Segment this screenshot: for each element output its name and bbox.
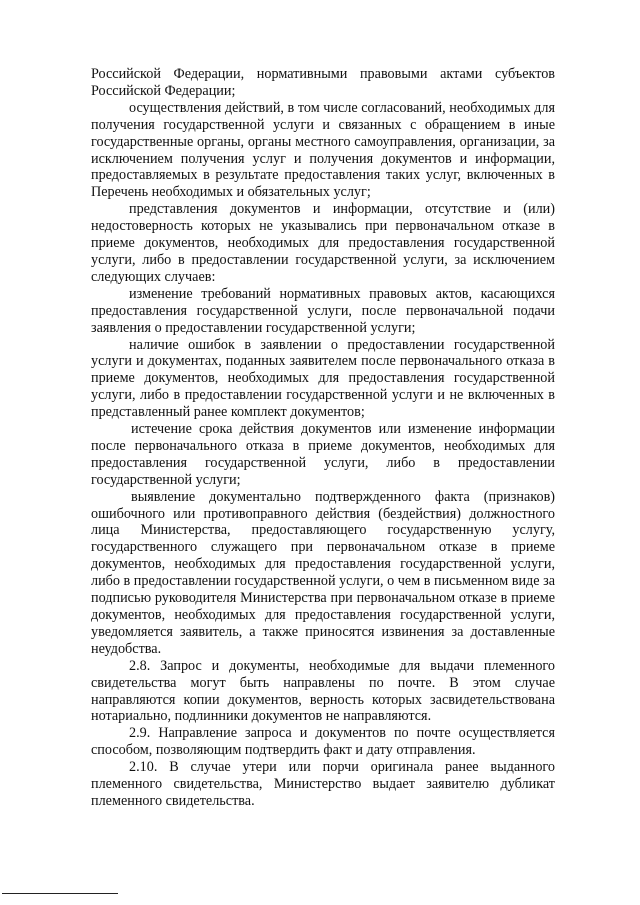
footer-divider bbox=[2, 893, 118, 894]
paragraph-requirements-change: изменение требований нормативных правовых актов, касающихся предоставления государственной услуги, после первоначальной подачи заявления о предоставлении государственной услуги; bbox=[91, 285, 555, 336]
paragraph-section-2-9: 2.9. Направление запроса и документов по почте осуществляется способом, позволяющим подтвердить факт и дату отправления. bbox=[91, 725, 555, 759]
document-body bbox=[91, 66, 555, 810]
paragraph-continuation: Российской Федерации, нормативными правовыми актами субъектов Российской Федерации; bbox=[91, 66, 555, 99]
paragraph-documents-information: представления документов и информации, отсутствие и (или) недостоверность которых не указывались при первоначальном отказе в приеме документов, необходимых для предоставления государственной услуги, либо в предоставлении государственной услуги, за исключением следующих случаев: bbox=[91, 201, 555, 285]
paragraph-application-errors: наличие ошибок в заявлении о предоставлении государственной услуги и документах, поданных заявителем после первоначального отказа в приеме документов, необходимых для предоставления государственной услуги, либо в предоставлении государственной услуги и не включенных в представленный ранее комплект документов; bbox=[91, 336, 555, 421]
paragraph-validity-expiry: истечение срока действия документов или изменение информации после первоначального отказа в приеме документов, необходимых для предоставления государственной услуги, либо в предоставлении государственной услуги; bbox=[91, 421, 555, 488]
paragraph-actions: осуществления действий, в том числе согласований, необходимых для получения государственной услуги и связанных с обращением в иные государственные органы, органы местного самоуправления, организации, за исключением получения услуг и получения документов и информации, предоставляемых в результате предоставления таких услуг, включенных в Перечень необходимых и обязательных услуг; bbox=[91, 99, 555, 201]
paragraph-section-2-8: 2.8. Запрос и документы, необходимые для выдачи племенного свидетельства могут быть направлены по почте. В этом случае направляются копии документов, верность которых засвидетельствована нотариально, подлинники документов не направляются. bbox=[91, 657, 555, 725]
paragraph-section-2-10: 2.10. В случае утери или порчи оригинала ранее выданного племенного свидетельства, Министерство выдает заявителю дубликат племенного свидетельства. bbox=[91, 759, 555, 809]
paragraph-erroneous-action: выявление документально подтвержденного факта (признаков) ошибочного или противоправного действия (бездействия) должностного лица Министерства, предоставляющего государственную услугу, государственного служащего при первоначальном отказе в приеме документов, необходимых для предоставления государственной услуги, либо в предоставлении государственной услуги, о чем в письменном виде за подписью руководителя Министерства при первоначальном отказе в приеме документов, необходимых для предоставления государственной услуги, уведомляется заявитель, а также приносятся извинения за доставленные неудобства. bbox=[91, 488, 556, 657]
